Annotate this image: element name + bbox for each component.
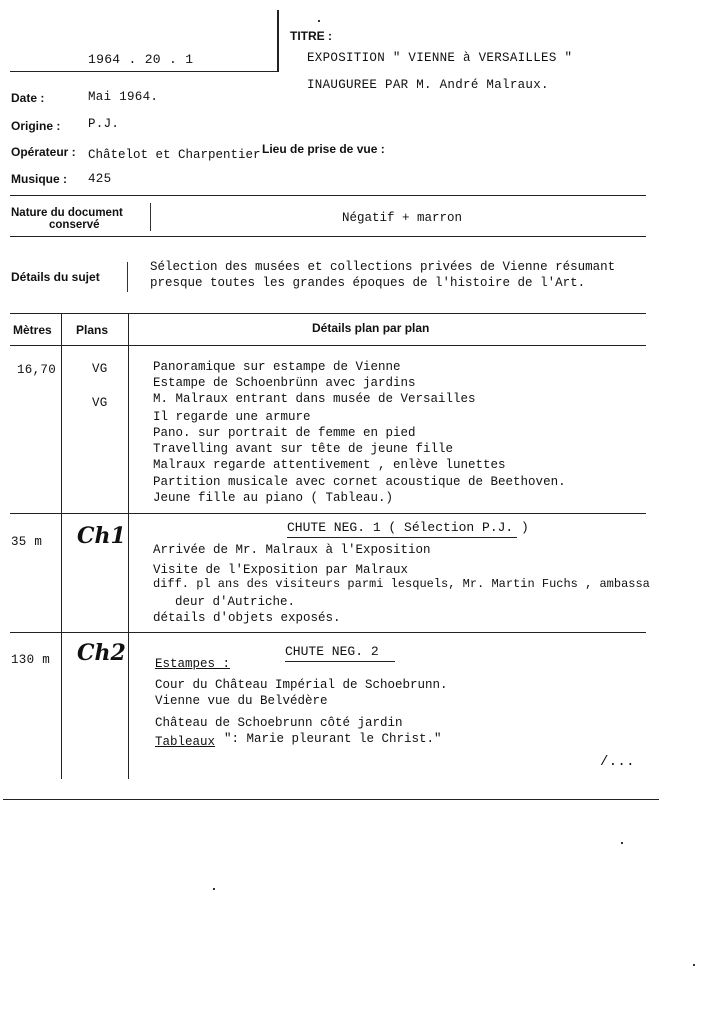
origine-label: Origine : [11,119,61,133]
section1-line: Malraux regarde attentivement , enlève lunettes [153,458,506,472]
section3-metres: 130 m [11,653,51,667]
header-plans: Plans [76,323,109,337]
scan-speck [693,964,695,966]
section1-plan-2: VG [92,396,108,410]
sujet-brace [127,262,132,292]
sujet-line-1: Sélection des musées et collections privées de Vienne résumant [150,260,616,274]
origine-value: P.J. [88,117,120,131]
titre-line-2: INAUGUREE PAR M. André Malraux. [307,78,549,92]
section2-metres: 35 m [11,535,43,549]
section2-divider [10,632,646,633]
reference-number: 1964 . 20 . 1 [88,52,194,67]
scan-speck [213,888,215,890]
section2-plan-handwritten-mark: Ch1 [77,523,126,549]
nature-brace [150,203,157,231]
scan-speck [621,842,623,844]
ref-box-bottom-border [10,71,278,72]
column-divider-1 [61,314,62,779]
section2-title: CHUTE NEG. 1 ( Sélection P.J. ) [287,520,529,535]
continuation-mark: /... [600,754,635,770]
date-value: Mai 1964. [88,90,159,104]
column-divider-2 [128,314,129,779]
section2-title-underline [287,537,517,538]
section3-title-underline [285,661,395,662]
section2-line: Arrivée de Mr. Malraux à l'Exposition [153,543,431,557]
lieu-label: Lieu de prise de vue : [262,142,385,156]
musique-value: 425 [88,172,112,186]
section3-line: Cour du Château Impérial de Schoebrunn. [155,678,448,692]
table-top-border [10,313,646,314]
header-metres: Mètres [13,323,52,337]
section2-line: diff. pl ans des visiteurs parmi lesquels, Mr. Martin Fuchs , ambassa [153,577,650,591]
nature-label-2: conservé [49,219,100,231]
section3-plan-handwritten-mark: Ch2 [77,640,126,666]
section1-line: Panoramique sur estampe de Vienne [153,360,401,374]
table-header-divider [10,345,646,346]
header-details: Détails plan par plan [312,321,430,335]
titre-label: TITRE : [290,29,332,43]
sujet-line-2: presque toutes les grandes époques de l'histoire de l'Art. [150,276,586,290]
section1-line: Travelling avant sur tête de jeune fille [153,442,454,456]
section3-last-value: ": Marie pleurant le Christ." [224,732,442,746]
nature-divider [10,236,646,237]
operateur-value: Châtelot et Charpentier [88,148,261,162]
section1-line: Il regarde une armure [153,410,311,424]
section2-line: Visite de l'Exposition par Malraux [153,563,409,577]
section2-line: détails d'objets exposés. [153,611,341,625]
section1-divider [10,513,646,514]
scan-speck [318,20,320,22]
section1-line: M. Malraux entrant dans musée de Versailles [153,392,476,406]
section1-line: Partition musicale avec cornet acoustique de Beethoven. [153,475,566,489]
section3-subtitle: Estampes : [155,657,231,671]
section3-last-label: Tableaux [155,735,216,749]
section1-line: Jeune fille au piano ( Tableau.) [153,491,394,505]
operateur-label: Opérateur : [11,145,76,159]
nature-label-1: Nature du document [11,207,123,219]
page-bottom-border [3,799,659,800]
date-label: Date : [11,91,45,105]
section3-line: Vienne vue du Belvédère [155,694,328,708]
section1-metres: 16,70 [17,363,57,377]
section1-line: Estampe de Schoenbrünn avec jardins [153,376,416,390]
ref-box-right-border [277,10,279,72]
titre-line-1: EXPOSITION " VIENNE à VERSAILLES " [307,51,573,65]
meta-divider [10,195,646,196]
section2-line: deur d'Autriche. [175,595,296,609]
section1-line: Pano. sur portrait de femme en pied [153,426,416,440]
sujet-label: Détails du sujet [11,270,100,284]
section3-title: CHUTE NEG. 2 [285,644,379,659]
musique-label: Musique : [11,172,67,186]
nature-value: Négatif + marron [342,211,463,225]
section1-plan-1: VG [92,362,108,376]
section3-line: Château de Schoebrunn côté jardin [155,716,403,730]
